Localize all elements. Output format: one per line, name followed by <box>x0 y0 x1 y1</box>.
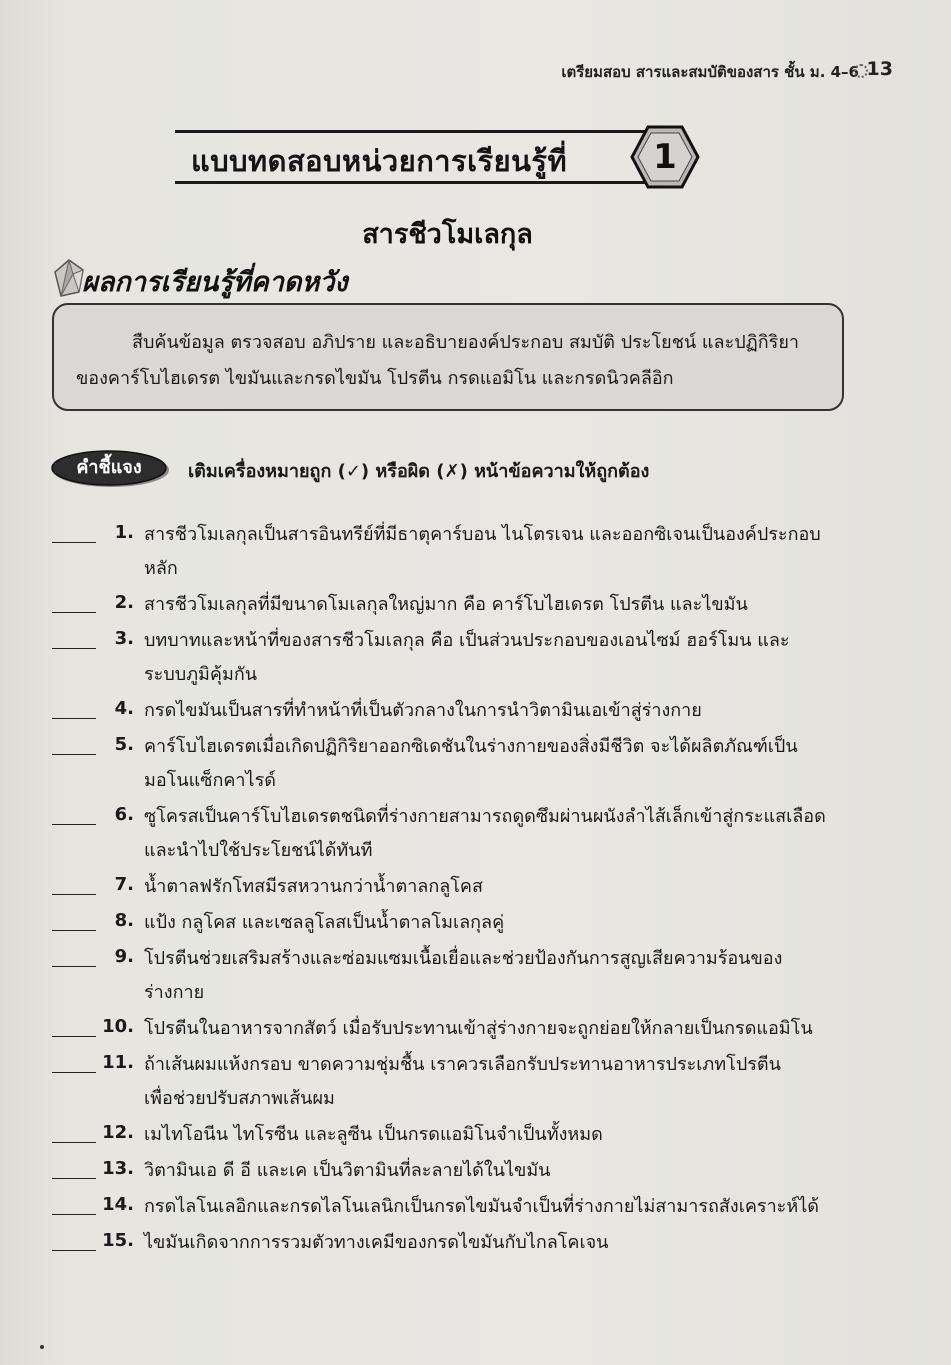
question-text-line: วิตามินเอ ดี อี และเค เป็นวิตามินที่ละลายได้ในไขมัน <box>144 1160 551 1181</box>
question-text-line: เพื่อช่วยปรับสภาพเส้นผม <box>144 1088 335 1109</box>
question-number: 1. <box>114 522 134 543</box>
question-item <box>52 1118 852 1152</box>
question-text <box>144 1154 844 1188</box>
question-number: 5. <box>114 734 134 755</box>
question-text-line: กรดไขมันเป็นสารที่ทำหน้าที่เป็นตัวกลางในการนำวิตามินเอเข้าสู่ร่างกาย <box>144 700 702 721</box>
outcomes-heading-block <box>52 258 452 304</box>
question-text-line: มอโนแซ็กคาไรด์ <box>144 770 276 791</box>
question-number: 11. <box>102 1052 134 1073</box>
unit-subtitle: สารชีวโมเลกุล <box>362 219 533 250</box>
question-text <box>144 942 844 1010</box>
instructions-badge <box>50 449 172 489</box>
question-number: 2. <box>114 592 134 613</box>
question-text-line: ถ้าเส้นผมแห้งกรอบ ขาดความชุ่มชื้น เราควรเลือกรับประทานอาหารประเภทโปรตีน <box>144 1054 781 1075</box>
question-text <box>144 1226 844 1260</box>
page-title: แบบทดสอบหน่วยการเรียนรู้ที่ <box>191 144 568 178</box>
question-text-line: เมไทโอนีน ไทโรซีน และลูซีน เป็นกรดแอมิโนจำเป็นทั้งหมด <box>144 1124 603 1145</box>
question-text-line: น้ำตาลฟรักโทสมีรสหวานกว่าน้ำตาลกลูโคส <box>144 876 483 897</box>
question-item <box>52 1226 852 1260</box>
unit-title-banner <box>175 128 705 188</box>
answer-blank[interactable] <box>52 648 96 649</box>
question-item <box>52 1154 852 1188</box>
answer-blank[interactable] <box>52 612 96 613</box>
question-text-line: โปรตีนในอาหารจากสัตว์ เมื่อรับประทานเข้าสู่ร่างกายจะถูกย่อยให้กลายเป็นกรดแอมิโน <box>144 1018 813 1039</box>
question-text <box>144 588 844 622</box>
question-item <box>52 870 852 904</box>
question-item <box>52 588 852 622</box>
question-text <box>144 906 844 940</box>
question-text <box>144 1048 844 1116</box>
question-number: 14. <box>102 1194 134 1215</box>
answer-blank[interactable] <box>52 824 96 825</box>
answer-blank[interactable] <box>52 1214 96 1215</box>
answer-blank[interactable] <box>52 966 96 967</box>
question-text-line: แป้ง กลูโคส และเซลลูโลสเป็นน้ำตาลโมเลกุลคู่ <box>144 912 505 933</box>
question-number: 9. <box>114 946 134 967</box>
question-number: 15. <box>102 1230 134 1251</box>
outcomes-box <box>52 303 844 411</box>
question-number: 13. <box>102 1158 134 1179</box>
question-number: 10. <box>102 1016 134 1037</box>
outcomes-line: ของคาร์โบไฮเดรต ไขมันและกรดไขมัน โปรตีน กรดแอมิโน และกรดนิวคลีอิก <box>76 368 674 389</box>
question-item <box>52 942 852 1010</box>
page-number: 13 <box>866 58 893 80</box>
question-text <box>144 624 844 692</box>
answer-blank[interactable] <box>52 754 96 755</box>
question-item <box>52 624 852 692</box>
answer-blank[interactable] <box>52 1072 96 1073</box>
answer-blank[interactable] <box>52 1142 96 1143</box>
question-text-line: ซูโครสเป็นคาร์โบไฮเดรตชนิดที่ร่างกายสามารถดูดซึมผ่านผนังลำไส้เล็กเข้าสู่กระแสเลือด <box>144 806 826 827</box>
question-text <box>144 518 844 586</box>
question-text-line: และนำไปใช้ประโยชน์ได้ทันที <box>144 840 373 861</box>
question-number: 6. <box>114 804 134 825</box>
running-header: เตรียมสอบ สารและสมบัติของสาร ชั้น ม. 4–6 <box>561 63 859 81</box>
question-text-line: คาร์โบไฮเดรตเมื่อเกิดปฏิกิริยาออกซิเดชันในร่างกายของสิ่งมีชีวิต จะได้ผลิตภัณฑ์เป็น <box>144 736 798 757</box>
question-item <box>52 1190 852 1224</box>
instructions-text: เติมเครื่องหมายถูก (✓) หรือผิด (✗) หน้าข้อความให้ถูกต้อง <box>188 461 650 482</box>
question-text-line: ร่างกาย <box>144 982 205 1003</box>
answer-blank[interactable] <box>52 930 96 931</box>
question-item <box>52 1048 852 1116</box>
unit-number: 1 <box>653 137 677 177</box>
question-text <box>144 694 844 728</box>
question-text-line: ไขมันเกิดจากการรวมตัวทางเคมีของกรดไขมันกับไกลโคเจน <box>144 1232 609 1253</box>
question-text <box>144 1190 844 1224</box>
question-number: 7. <box>114 874 134 895</box>
question-item <box>52 694 852 728</box>
question-text <box>144 730 844 798</box>
question-list <box>52 518 852 1262</box>
gem-icon <box>52 258 86 298</box>
title-rule-top <box>175 130 645 133</box>
question-number: 8. <box>114 910 134 931</box>
question-text-line: ระบบภูมิคุ้มกัน <box>144 664 258 685</box>
question-number: 12. <box>102 1122 134 1143</box>
question-text-line: หลัก <box>144 558 178 579</box>
question-text <box>144 870 844 904</box>
question-item <box>52 1012 852 1046</box>
question-text-line: สารชีวโมเลกุลที่มีขนาดโมเลกุลใหญ่มาก คือ คาร์โบไฮเดรต โปรตีน และไขมัน <box>144 594 748 615</box>
question-item <box>52 800 852 868</box>
answer-blank[interactable] <box>52 718 96 719</box>
question-item <box>52 906 852 940</box>
outcomes-heading: ผลการเรียนรู้ที่คาดหวัง <box>82 267 348 298</box>
question-text-line: กรดไลโนเลอิกและกรดไลโนเลนิกเป็นกรดไขมันจำเป็นที่ร่างกายไม่สามารถสังเคราะห์ได้ <box>144 1196 819 1217</box>
answer-blank[interactable] <box>52 1036 96 1037</box>
question-text <box>144 800 844 868</box>
outcomes-line: สืบค้นข้อมูล ตรวจสอบ อภิปราย และอธิบายองค์ประกอบ สมบัติ ประโยชน์ และปฏิกิริยา <box>132 332 799 353</box>
instructions-label: คำชี้แจง <box>76 457 142 478</box>
question-text-line: โปรตีนช่วยเสริมสร้างและซ่อมแซมเนื้อเยื่อและช่วยป้องกันการสูญเสียความร้อนของ <box>144 948 783 969</box>
question-number: 3. <box>114 628 134 649</box>
question-item <box>52 730 852 798</box>
question-text-line: บทบาทและหน้าที่ของสารชีวโมเลกุล คือ เป็นส่วนประกอบของเอนไซม์ ฮอร์โมน และ <box>144 630 790 651</box>
unit-number-hexagon <box>630 124 700 190</box>
page-speck <box>40 1345 44 1349</box>
answer-blank[interactable] <box>52 542 96 543</box>
question-text <box>144 1118 844 1152</box>
question-text <box>144 1012 844 1046</box>
question-text-line: สารชีวโมเลกุลเป็นสารอินทรีย์ที่มีธาตุคาร์บอน ไนโตรเจน และออกซิเจนเป็นองค์ประกอบ <box>144 524 821 545</box>
question-item <box>52 518 852 586</box>
answer-blank[interactable] <box>52 1178 96 1179</box>
question-number: 4. <box>114 698 134 719</box>
answer-blank[interactable] <box>52 894 96 895</box>
answer-blank[interactable] <box>52 1250 96 1251</box>
